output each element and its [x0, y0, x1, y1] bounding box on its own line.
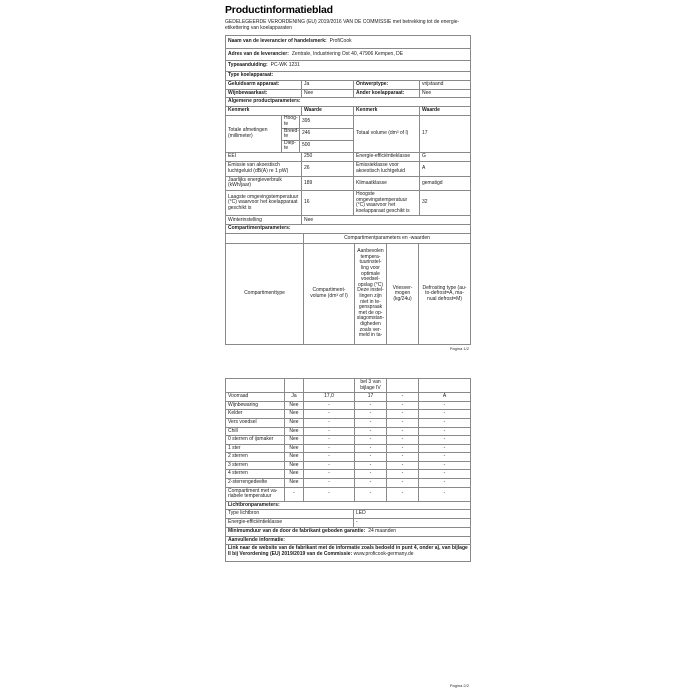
volume-label: Totaal volume (dm³ of l): [353, 116, 419, 152]
header-waarde-2: Waarde: [419, 107, 470, 115]
section-row: [226, 97, 470, 106]
compartment-freeze: -: [386, 453, 418, 461]
light-class-row: [226, 518, 470, 527]
product-table-page1: [225, 35, 471, 345]
compartment-row: [226, 469, 470, 478]
compartment-type: Compartiment met va-riabele temperatuur: [228, 487, 278, 500]
compartment-defrost: -: [418, 462, 470, 470]
param-row: [226, 190, 470, 215]
compartment-type: Wijnbewaring: [228, 401, 259, 408]
dimensions-row: [226, 115, 470, 152]
compartment-present: Ja: [284, 393, 303, 401]
compartment-temp: -: [354, 479, 386, 487]
compartment-type: 2 sterren: [228, 453, 248, 460]
compartment-freeze: -: [386, 488, 418, 501]
compartment-present: -: [284, 488, 303, 501]
website-link-value: www.proficook-germany.de: [353, 550, 414, 557]
link-cell: [226, 545, 470, 561]
guarantee-value: 24 maanden: [368, 527, 397, 534]
height-label: Hoog-te: [281, 116, 299, 128]
param-label: EEI: [228, 152, 237, 159]
compartment-defrost: -: [418, 410, 470, 418]
compartment-row: [226, 409, 470, 418]
page-2: [225, 378, 471, 688]
compartment-temp-header-continued: bel 3 van bijlage IV: [354, 379, 386, 392]
compartment-temp-header: Aanbevolen tempera-tuurinstel-ling voor optimale voedsel-opslag (°C) Deze instel-lingen zijn niet in te-genspraak met de op-slagomstan-digheden zoals ver-meld in ta-: [354, 244, 386, 344]
compartment-defrost: -: [418, 436, 470, 444]
compartment-defrost: -: [418, 453, 470, 461]
param-row: [226, 161, 470, 176]
table-row: [226, 89, 470, 98]
compartment-present: Nee: [284, 410, 303, 418]
header-kenmerk-1: Kenmerk: [228, 106, 250, 113]
compartment-row: [226, 418, 470, 427]
section-row: [226, 501, 470, 510]
continuation-row: [226, 379, 470, 392]
param-value: G: [419, 153, 470, 161]
type-section-label: Type koelapparaat:: [228, 72, 274, 79]
empty-cell: [418, 379, 470, 392]
compartment-volume-header: Compartiment-volume (dm³ of l): [303, 244, 354, 344]
compartment-present: Nee: [284, 470, 303, 478]
page-number-2: Pagina 2/2: [449, 683, 469, 688]
compartment-freeze: -: [386, 436, 418, 444]
compartment-type: Kelder: [228, 410, 243, 417]
freezing-capacity-header: Vriesver-mogen (kg/24u): [386, 244, 418, 344]
empty-cell: [303, 379, 354, 392]
compartment-freeze: -: [386, 402, 418, 410]
compartment-defrost: -: [418, 479, 470, 487]
additional-info-label: Aanvullende informatie:: [228, 536, 285, 543]
model-cell: [226, 61, 470, 71]
compartment-columns-row: [226, 243, 470, 344]
compartment-freeze: -: [386, 462, 418, 470]
compartment-present: Nee: [284, 428, 303, 436]
param-row: [226, 176, 470, 190]
param-label: Jaarlijks energieverbruik (kWh/jaar): [228, 176, 282, 189]
quiet-value: Ja: [301, 81, 353, 89]
design-value: vrijstaand: [419, 81, 470, 89]
compartment-defrost: -: [418, 428, 470, 436]
page-title: Productinformatieblad: [225, 4, 333, 16]
supplier-cell: [226, 36, 470, 48]
compartment-present: Nee: [284, 436, 303, 444]
compartment-volume: -: [303, 453, 354, 461]
compartment-freeze: -: [386, 419, 418, 427]
empty-cell: [386, 379, 418, 392]
param-label: Laagste omgevingstemperatuur (°C) waarvoor het koelapparaat geschikt is: [228, 193, 299, 211]
compartment-type: 3 sterren: [228, 461, 248, 468]
product-information-sheet: [225, 4, 471, 688]
design-label: Ontwerptype:: [353, 81, 419, 89]
address-value: Zentrale, Industriering Ost 40, 47906 Kempen, DE: [291, 50, 404, 57]
compartment-header-label: Compartimentparameters en -waarden: [303, 234, 470, 243]
light-type-row: [226, 509, 470, 518]
website-link-label: Link naar de website van de fabrikant met de informatie zoals bedoeld in punt 4, onder a), van bijlage II bij Verordening (EU) 2019/2019 van de Commissie:: [228, 545, 468, 557]
compartment-row: [226, 401, 470, 410]
table-row: [226, 36, 470, 48]
width-value: 246: [299, 128, 353, 140]
param-value: 32: [419, 191, 470, 215]
compartment-type: Vers voedsel: [228, 418, 257, 425]
volume-value: 17: [419, 116, 470, 152]
height-value: 395: [299, 116, 353, 128]
table-row: [226, 48, 470, 60]
light-class-value: -: [353, 519, 470, 527]
other-appliance-label: Ander koelapparaat:: [353, 90, 419, 98]
compartment-volume: -: [303, 488, 354, 501]
empty-cell: [284, 379, 303, 392]
param-label: Energie-efficiëntieklasse: [353, 153, 419, 161]
compartment-temp: -: [354, 488, 386, 501]
compartment-volume: 17,0: [303, 393, 354, 401]
address-cell: [226, 49, 470, 60]
link-row: [226, 544, 470, 561]
compartment-freeze: -: [386, 428, 418, 436]
compartment-volume: -: [303, 410, 354, 418]
compartment-defrost: -: [418, 445, 470, 453]
section-row: [226, 224, 470, 233]
compartment-temp: -: [354, 453, 386, 461]
wine-value: Nee: [301, 90, 353, 98]
section-row: [226, 536, 470, 545]
compartment-temp: 17: [354, 393, 386, 401]
compartment-defrost: A: [418, 393, 470, 401]
compartment-volume: -: [303, 462, 354, 470]
compartment-volume: -: [303, 436, 354, 444]
compartment-type: Chill: [228, 427, 238, 434]
compartment-temp: -: [354, 462, 386, 470]
compartment-present: Nee: [284, 445, 303, 453]
compartment-present: Nee: [284, 419, 303, 427]
compartment-defrost: -: [418, 470, 470, 478]
param-value: 250: [301, 153, 353, 161]
compartment-freeze: -: [386, 479, 418, 487]
empty-cell: [226, 379, 284, 392]
regulation-subtitle: GEDELEGEERDE VERORDENING (EU) 2019/2016 VAN DE COMMISSIE met betrekking tot de energie-etikettering van koelapparaten: [225, 19, 460, 31]
compartment-row: [226, 478, 470, 487]
compartment-defrost: -: [418, 419, 470, 427]
compartment-volume: -: [303, 402, 354, 410]
header-waarde-1: Waarde: [301, 107, 353, 115]
compartment-type: 0 sterren of ijsmaker: [228, 436, 274, 443]
defrost-type-header: Defrosting type (au-to-defrost=A, ma-nual defrost=M): [418, 244, 470, 344]
compartment-volume: -: [303, 445, 354, 453]
product-table-page2: [225, 378, 471, 562]
width-label: Breed-te: [281, 128, 299, 140]
model-label: Typeaanduiding:: [228, 62, 268, 69]
compartment-defrost: -: [418, 488, 470, 501]
compartment-temp: -: [354, 436, 386, 444]
winter-label: Winterinstelling: [228, 216, 262, 223]
param-value: 26: [301, 162, 353, 176]
param-label: Klimaatklasse: [353, 177, 419, 190]
compartment-type: 1 ster: [228, 444, 241, 451]
wine-label: Wijnbewaarkast:: [228, 89, 268, 96]
quiet-label: Geluidsarm apparaat:: [228, 81, 280, 87]
compartment-temp: -: [354, 470, 386, 478]
compartment-volume: -: [303, 479, 354, 487]
compartment-row: [226, 487, 470, 501]
param-row: [226, 152, 470, 161]
table-row: [226, 80, 470, 89]
other-appliance-value: Nee: [419, 90, 470, 98]
dimensions-label: Totale afmetingen (millimeter): [228, 127, 268, 139]
column-header-row: [226, 106, 470, 115]
compartment-type: 4 sterren: [228, 470, 248, 477]
compartment-temp: -: [354, 445, 386, 453]
supplier-value: ProfiCook: [329, 38, 352, 45]
compartment-type: 2-sterrengedeelte: [228, 479, 268, 486]
compartment-type-header: Compartimenttype: [244, 290, 285, 297]
compartment-header-row: [226, 233, 470, 243]
header-kenmerk-2: Kenmerk: [353, 107, 419, 115]
compartment-temp: -: [354, 410, 386, 418]
compartment-defrost: -: [418, 402, 470, 410]
winter-row: [226, 215, 470, 224]
compartment-row: [226, 427, 470, 436]
compartment-row: [226, 444, 470, 453]
compartment-row: [226, 461, 470, 470]
compartment-present: Nee: [284, 453, 303, 461]
depth-value: 500: [299, 140, 353, 152]
supplier-label: Naam van de leverancier of handelsmerk:: [228, 38, 327, 45]
page-number-1: Pagina 1/2: [449, 345, 469, 351]
compartment-freeze: -: [386, 410, 418, 418]
compartment-temp: -: [354, 419, 386, 427]
param-label: Emissie van akoestisch luchtgeluid (dB(A) re 1 pW): [228, 162, 289, 174]
winter-value: Nee: [301, 216, 470, 224]
empty-cell: [226, 234, 303, 243]
compartment-present: Nee: [284, 402, 303, 410]
section-row: [226, 71, 470, 80]
compartment-present: Nee: [284, 462, 303, 470]
compartment-freeze: -: [386, 470, 418, 478]
compartment-row: [226, 452, 470, 461]
compartment-type: Voorraad: [228, 393, 249, 400]
light-section-label: Lichtbronparameters:: [228, 501, 280, 508]
compartment-freeze: -: [386, 393, 418, 401]
general-section-label: Algemene productparameters:: [228, 98, 301, 105]
compartment-row: [226, 392, 470, 401]
light-type-value: LED: [353, 510, 470, 518]
compartment-volume: -: [303, 419, 354, 427]
compartment-freeze: -: [386, 445, 418, 453]
address-label: Adres van de leverancier:: [228, 50, 289, 57]
guarantee-row: [226, 527, 470, 536]
compartment-section-label: Compartimentparameters:: [228, 225, 291, 232]
param-value: 16: [301, 191, 353, 215]
param-value: gematigd: [419, 177, 470, 190]
compartment-volume: -: [303, 470, 354, 478]
guarantee-label: Minimumduur van de door de fabrikant geboden garantie:: [228, 527, 366, 534]
model-value: PC-WK 1231: [270, 62, 300, 69]
depth-label: Diep-te: [281, 140, 299, 152]
page-1: [225, 4, 471, 351]
table-row: [226, 60, 470, 71]
compartment-volume: -: [303, 428, 354, 436]
compartment-row: [226, 435, 470, 444]
compartment-present: Nee: [284, 479, 303, 487]
param-label: Emissieklasse voor akoestisch luchtgeluid: [353, 162, 419, 176]
param-value: 189: [301, 177, 353, 190]
compartment-temp: -: [354, 402, 386, 410]
param-value: A: [419, 162, 470, 176]
light-type-label: Type lichtbron: [228, 510, 260, 517]
light-class-label: Energie-efficiëntieklasse: [228, 519, 283, 526]
param-label: Hoogste omgevingstemperatuur (°C) waarvoor het koelapparaat geschikt is: [353, 191, 419, 215]
compartment-temp: -: [354, 428, 386, 436]
guarantee-cell: [226, 528, 470, 536]
